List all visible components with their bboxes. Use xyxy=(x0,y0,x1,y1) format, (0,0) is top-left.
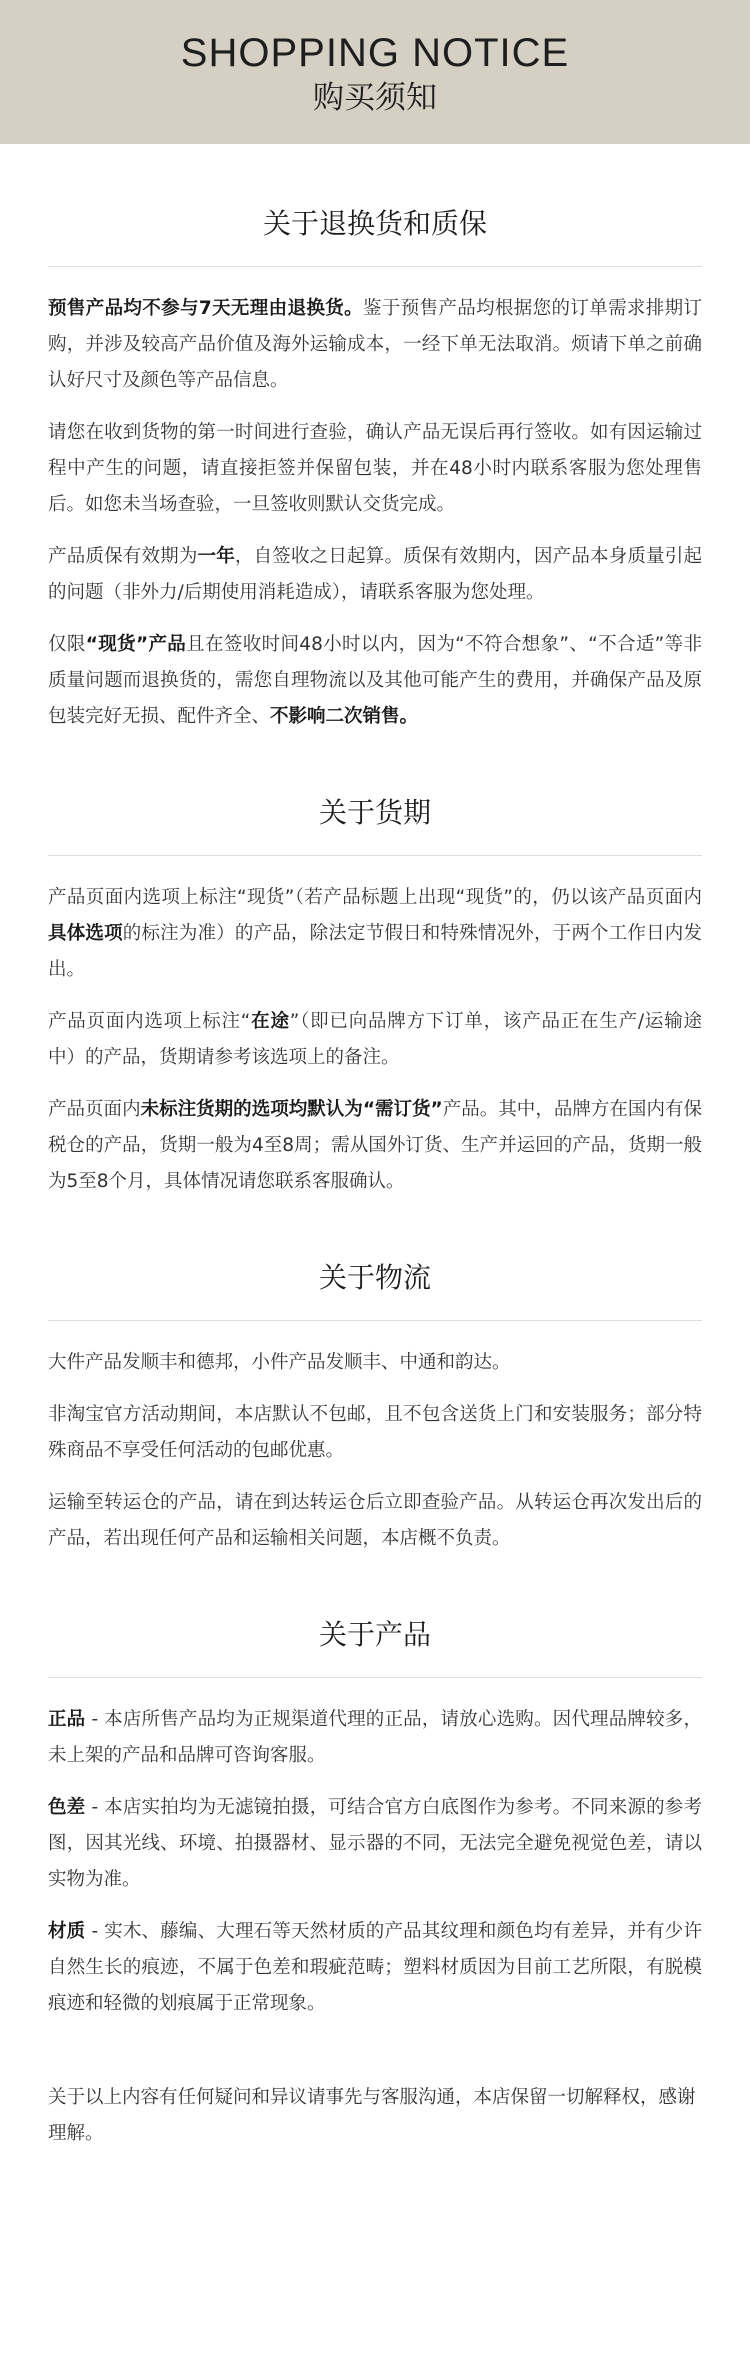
text-run: 请您在收到货物的第一时间进行查验，确认产品无误后再行签收。如有因运输过程中产生的问题，请直接拒签并保留包装，并在48小时内联系客服为您处理售后。如您未当场查验，一旦签收则默认交货完成。 xyxy=(48,422,702,515)
title-english: SHOPPING NOTICE xyxy=(180,31,570,75)
bold-text: 预售产品均不参与7天无理由退换货。 xyxy=(48,298,363,319)
paragraph xyxy=(48,880,702,988)
text-run: 产品页面内 xyxy=(48,1099,141,1120)
text-run: 产品。其中，品牌方在国内有保税仓的产品，货期一般为4至8周；需从国外订货、生产并运回的产品，货期一般为5至8个月，具体情况请您联系客服确认。 xyxy=(48,1099,702,1192)
section-title: 关于退换货和质保 xyxy=(48,204,702,267)
text-run: 鉴于预售产品均根据您的订单需求排期订购，并涉及较高产品价值及海外运输成本，一经下单无法取消。烦请下单之前确认好尺寸及颜色等产品信息。 xyxy=(48,298,702,391)
bold-text: 未标注货期的选项均默认为“需订货” xyxy=(140,1099,443,1120)
section-3 xyxy=(48,1615,702,2022)
text-run: 产品页面内选项上标注“ xyxy=(48,1011,251,1032)
text-run: 的标注为准）的产品，除法定节假日和特殊情况外，于两个工作日内发出。 xyxy=(48,923,702,980)
text-run: 仅限 xyxy=(48,634,86,655)
section-1 xyxy=(48,793,702,1200)
text-run: ”（即已向品牌方下订单，该产品正在生产/运输途中）的产品，货期请参考该选项上的备注。 xyxy=(48,1011,702,1068)
paragraph xyxy=(48,1702,702,1774)
bold-text: 正品 xyxy=(48,1709,86,1730)
paragraph xyxy=(48,539,702,611)
text-run: - 本店实拍均为无滤镜拍摄，可结合官方白底图作为参考。不同来源的参考图，因其光线、环境、拍摄器材、显示器的不同，无法完全避免视觉色差，请以实物为准。 xyxy=(48,1797,702,1890)
paragraph xyxy=(48,291,702,399)
section-title: 关于物流 xyxy=(48,1258,702,1321)
section-title: 关于产品 xyxy=(48,1615,702,1678)
text-run: 运输至转运仓的产品，请在到达转运仓后立即查验产品。从转运仓再次发出后的产品，若出现任何产品和运输相关问题，本店概不负责。 xyxy=(48,1492,702,1549)
paragraph xyxy=(48,415,702,523)
notice-content xyxy=(0,144,750,2022)
section-2 xyxy=(48,1258,702,1557)
bold-text: 在途 xyxy=(250,1011,290,1032)
header-banner xyxy=(0,0,750,144)
paragraph xyxy=(48,1397,702,1469)
text-run: 产品页面内选项上标注“现货”（若产品标题上出现“现货”的，仍以该产品页面内 xyxy=(48,887,702,908)
footer-note: 关于以上内容有任何疑问和异议请事先与客服沟通，本店保留一切解释权，感谢理解。 xyxy=(48,2087,696,2144)
bold-text: 色差 xyxy=(48,1797,86,1818)
text-run: - 本店所售产品均为正规渠道代理的正品，请放心选购。因代理品牌较多，未上架的产品和品牌可咨询客服。 xyxy=(48,1709,702,1766)
bold-text: 一年 xyxy=(197,546,235,567)
paragraph xyxy=(48,1790,702,1898)
paragraph xyxy=(48,1004,702,1076)
paragraph xyxy=(48,1092,702,1200)
bold-text: “现货”产品 xyxy=(85,634,187,655)
text-run: 大件产品发顺丰和德邦，小件产品发顺丰、中通和韵达。 xyxy=(48,1352,511,1373)
paragraph xyxy=(48,1345,702,1381)
text-run: 且在签收时间48小时以内，因为“不符合想象”、“不合适”等非质量问题而退换货的，需您自理物流以及其他可能产生的费用，并确保产品及原包装完好无损、配件齐全、 xyxy=(48,634,702,727)
text-run: 产品质保有效期为 xyxy=(48,546,198,567)
title-chinese: 购买须知 xyxy=(313,80,437,116)
bold-text: 不影响二次销售。 xyxy=(270,706,419,727)
bold-text: 具体选项 xyxy=(48,923,123,944)
paragraph xyxy=(48,627,702,735)
section-title: 关于货期 xyxy=(48,793,702,856)
text-run: - 实木、藤编、大理石等天然材质的产品其纹理和颜色均有差异，并有少许自然生长的痕迹，不属于色差和瑕疵范畴；塑料材质因为目前工艺所限，有脱模痕迹和轻微的划痕属于正常现象。 xyxy=(48,1921,702,2014)
section-0 xyxy=(48,204,702,735)
text-run: ，自签收之日起算。质保有效期内，因产品本身质量引起的问题（非外力/后期使用消耗造成），请联系客服为您处理。 xyxy=(48,546,702,603)
bold-text: 材质 xyxy=(48,1921,86,1942)
text-run: 非淘宝官方活动期间，本店默认不包邮，且不包含送货上门和安装服务；部分特殊商品不享受任何活动的包邮优惠。 xyxy=(48,1404,702,1461)
paragraph xyxy=(48,1914,702,2022)
paragraph xyxy=(48,1485,702,1557)
